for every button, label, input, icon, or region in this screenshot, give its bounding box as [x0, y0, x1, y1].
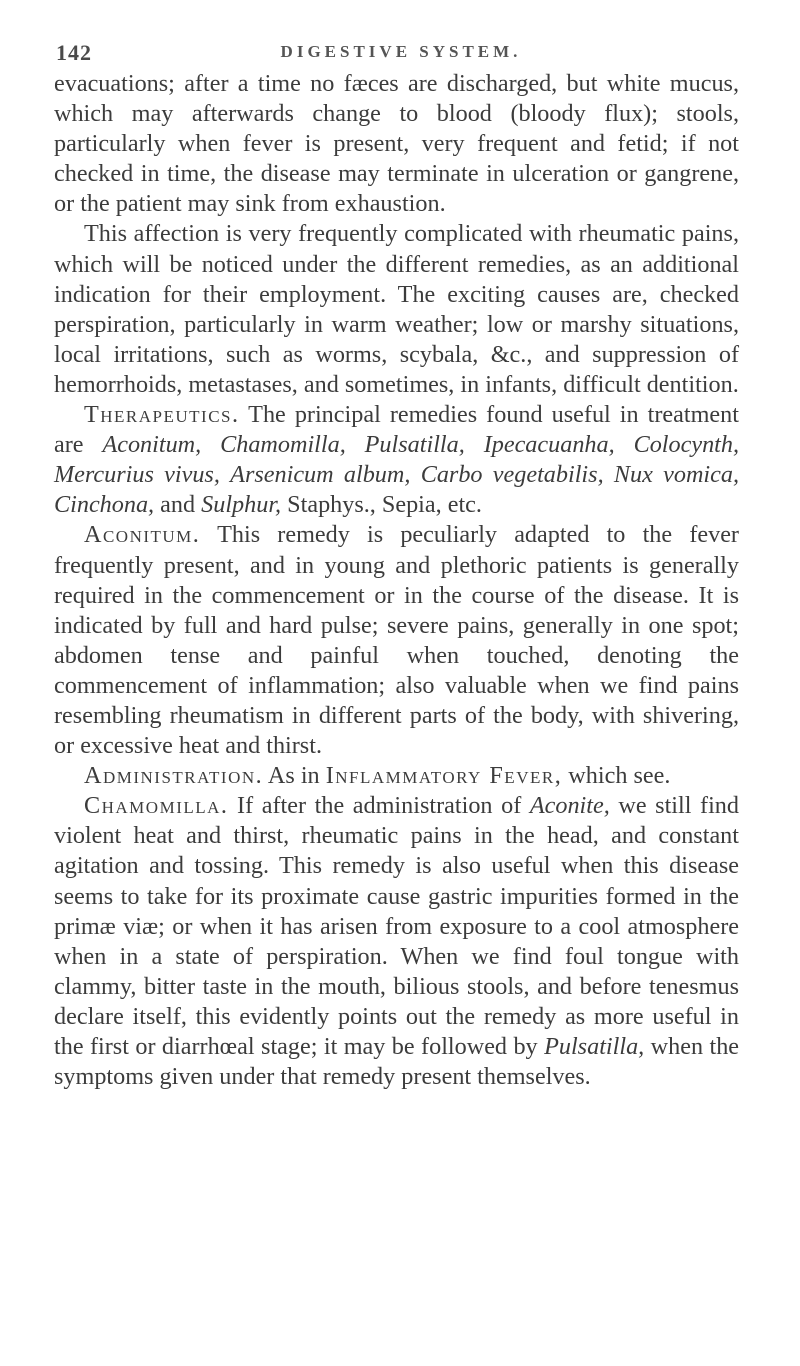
- paragraph-evacuations: [54, 69, 739, 219]
- remedy-name: Arsenicum album,: [230, 461, 411, 489]
- remedy-name: Mercurius vivus,: [54, 461, 220, 489]
- remedy-name: Carbo vegetabilis,: [420, 461, 604, 489]
- body-text: [54, 69, 739, 1092]
- paragraph-text: when the symptoms given under that remedy present themselves.: [54, 1033, 740, 1091]
- paragraph-therapeutics: [54, 400, 739, 520]
- paragraph-text: Staphys., Sepia, etc.: [287, 491, 482, 519]
- paragraph-text: we still find violent heat and thirst, rheumatic pains in the head, and constant agitation and tossing. This remedy is also useful when this disease seems to take for its proximate cause gastric impurities formed in the primæ viæ; or when it has arisen from exposure to a cool atmosphere when in a state of perspiration. When we find foul tongue with clammy, bitter taste in the mouth, bilious stools, and before tenesmus declare itself, this evidently points out the remedy as more useful in the first or diarrhœal stage; it may be followed by: [54, 792, 739, 1060]
- remedy-name: Aconite,: [529, 792, 610, 820]
- paragraph-text: evacuations; after a time no fæces are discharged, but white mucus, which may afterwards change to blood (bloody flux); stools, particularly when fever is present, very frequent and fetid; if not checked in time, the disease may terminate in ulceration or gangrene, or the patient may sink from exhaustion.: [54, 70, 739, 218]
- running-head: DIGESTIVE SYSTEM.: [280, 42, 522, 61]
- paragraph-text: This remedy is peculiarly adapted to the fever frequently present, and in young and plethoric patients is generally required in the commencement or in the course of the disease. It is indicated by full and hard pulse; severe pains, generally in one spot; abdomen tense and painful when touched, denoting the commencement of inflammation; also valuable when we find pains resembling rheumatism in different parts of the body, with shivering, or excessive heat and thirst.: [54, 521, 739, 760]
- remedy-name: Pulsatilla,: [364, 431, 465, 459]
- section-heading-administration: Administration.: [84, 762, 264, 790]
- conjunction: and: [160, 491, 196, 519]
- remedy-name: Colocynth,: [633, 431, 740, 459]
- paragraph-chamomilla: [54, 791, 739, 1092]
- page-number: 142: [56, 40, 92, 65]
- remedy-name: Ipecacuanha,: [483, 431, 615, 459]
- remedy-name: Cinchona,: [54, 491, 155, 519]
- paragraph-text: As in: [267, 762, 320, 790]
- remedy-name: Chamomilla,: [220, 431, 346, 459]
- remedy-name: Aconitum,: [102, 431, 202, 459]
- paragraph-text: which see.: [568, 762, 671, 790]
- paragraph-text: This affection is very frequently complicated with rheumatic pains, which will be noticed under the different remedies, as an additional indication for their employment. The exciting causes are, checked perspiration, particularly in warm weather; low or marshy situations, local irritations, such as worms, scybala, &c., and suppression of hemorrhoids, metastases, and sometimes, in infants, difficult dentition.: [54, 220, 739, 398]
- remedy-name: Nux vomica,: [613, 461, 740, 489]
- paragraph-complications: [54, 219, 739, 400]
- paragraph-text: If after the administration of: [237, 792, 522, 820]
- paragraph-administration: [54, 761, 739, 791]
- remedy-name: Pulsatilla,: [544, 1033, 645, 1060]
- section-heading-chamomilla: Chamomilla.: [84, 792, 229, 820]
- paragraph-aconitum: [54, 520, 739, 761]
- cross-reference: Inflammatory Fever,: [325, 762, 563, 790]
- section-heading-therapeutics: Therapeutics.: [84, 401, 240, 429]
- paragraph-text: The principal remedies found useful in treatment are: [54, 401, 739, 459]
- remedy-name: Sulphur,: [201, 491, 282, 519]
- section-heading-aconitum: Aconitum.: [84, 521, 201, 549]
